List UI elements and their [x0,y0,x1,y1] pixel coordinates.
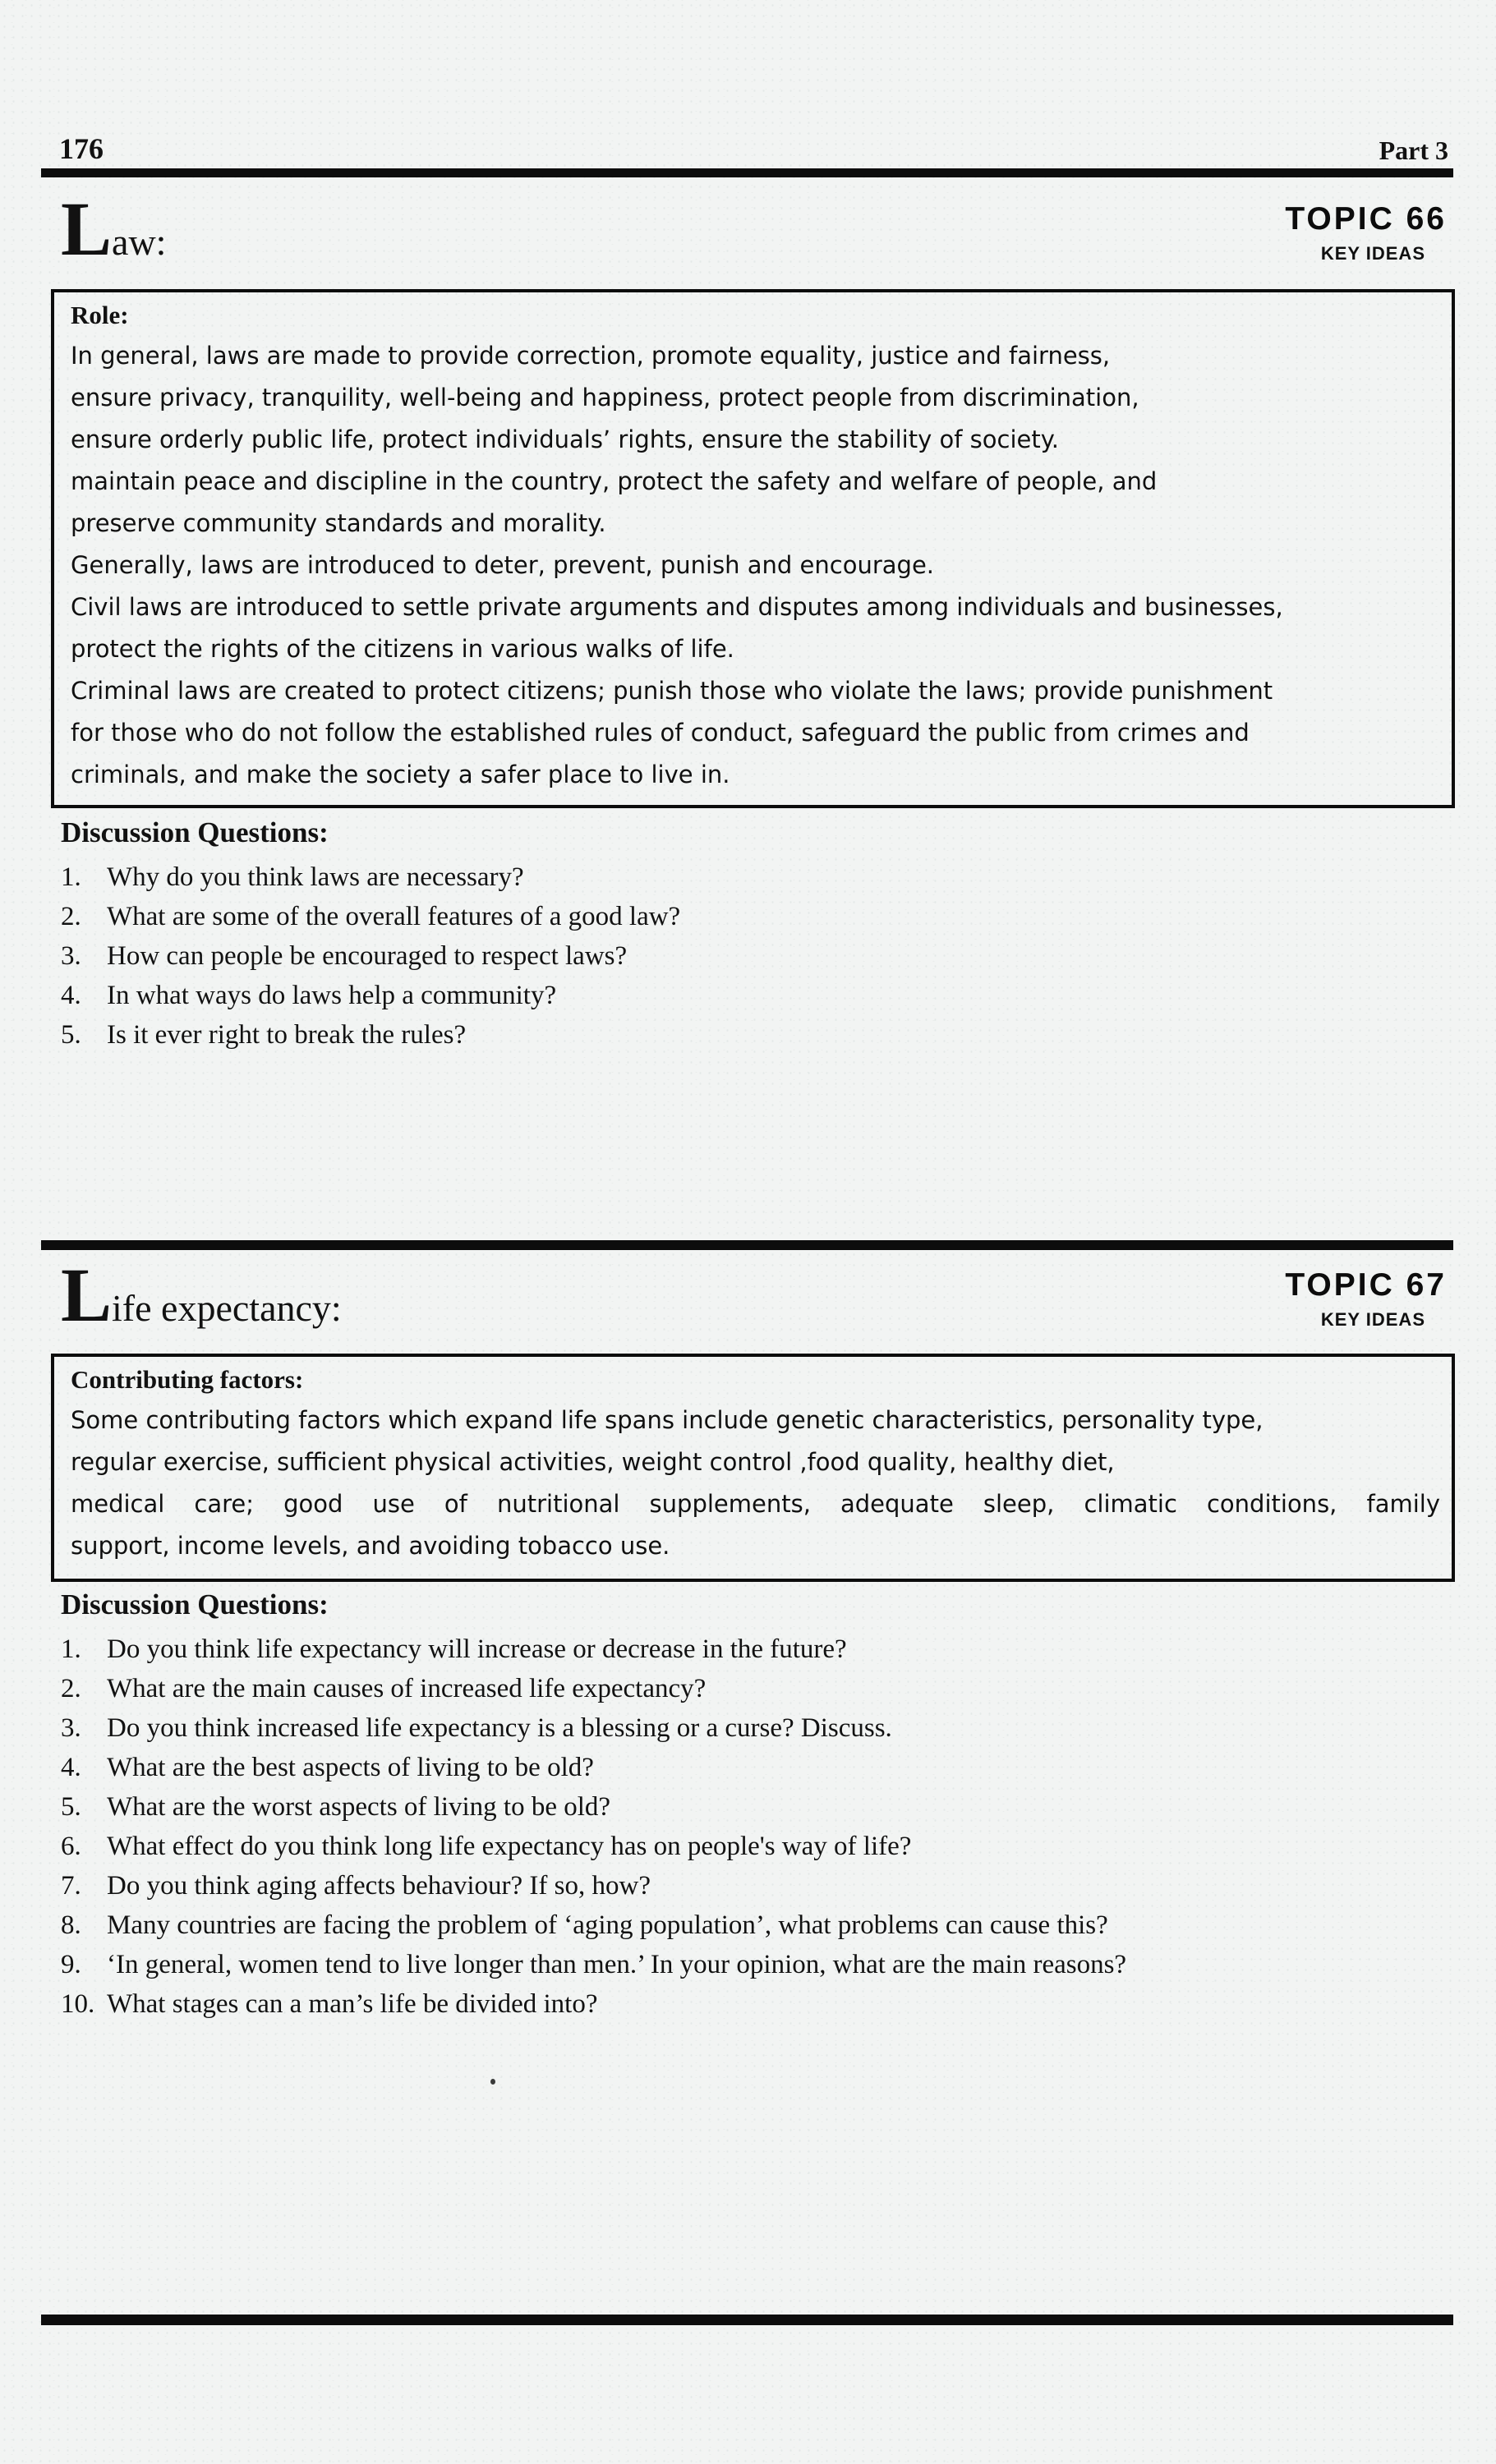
question-number: 4. [61,981,81,1010]
question-number: 2. [61,902,81,931]
question-number: 2. [61,1674,81,1703]
section1-dropcap: L [61,187,113,272]
box-line: support, income levels, and avoiding tobacco use. [71,1532,670,1560]
question-item [61,1630,1453,1669]
footer-divider-rule [41,2315,1453,2325]
box-line: In general, laws are made to provide correction, promote equality, justice and fairness, [71,342,1111,370]
question-text: Many countries are facing the problem of ‘aging population’, what problems can cause this? [107,1910,1108,1940]
question-number: 7. [61,1871,81,1901]
question-item [61,1708,1453,1748]
part-label: Part 3 [1379,136,1448,165]
section2-title [61,1253,342,1338]
question-text: In what ways do laws help a community? [107,981,557,1010]
header-divider-rule [41,168,1453,177]
question-item [61,1945,1453,1984]
box-line: Generally, laws are introduced to deter, prevent, punish and encourage. [71,551,935,579]
box-line: maintain peace and discipline in the country, protect the safety and welfare of people, and [71,467,1158,495]
question-text: How can people be encouraged to respect laws? [107,941,628,971]
question-item [61,1787,1453,1827]
question-item [61,976,1453,1015]
question-text: What stages can a man’s life be divided into? [107,1989,598,2019]
section2-discussion-heading: Discussion Questions: [61,1588,329,1620]
box-line: ensure orderly public life, protect individuals’ rights, ensure the stability of society. [71,425,1059,453]
box-line: protect the rights of the citizens in various walks of life. [71,635,734,663]
section2-dropcap: L [61,1253,113,1338]
question-number: 8. [61,1910,81,1940]
question-item [61,1905,1453,1945]
box-line: Some contributing factors which expand life spans include genetic characteristics, personality type, [71,1406,1264,1434]
box-line: for those who do not follow the established rules of conduct, safeguard the public from crimes and [71,719,1250,747]
question-number: 3. [61,941,81,971]
section2-content-box [51,1354,1455,1582]
section1-box-text [71,335,1440,796]
question-text: What are the worst aspects of living to be old? [107,1792,611,1822]
section2-key-ideas-label: KEY IDEAS [1320,1309,1425,1330]
running-header [59,131,1448,166]
question-number: 6. [61,1832,81,1861]
section2-box-text [71,1400,1440,1567]
question-number: 1. [61,862,81,892]
section1-title [61,187,167,272]
question-text: What effect do you think long life expectancy has on people's way of life? [107,1832,912,1861]
question-text: Do you think increased life expectancy is a blessing or a curse? Discuss. [107,1713,892,1743]
box-line: Criminal laws are created to protect citizens; punish those who violate the laws; provide punishment [71,677,1273,705]
section1-question-list [61,857,1453,1055]
section2-topic-block [1285,1267,1453,1331]
scan-speck-dot [490,2079,495,2085]
question-text: Is it ever right to break the rules? [107,1020,467,1050]
question-item [61,1827,1453,1866]
box-line: Civil laws are introduced to settle private arguments and disputes among individuals and businesses, [71,593,1283,621]
section2-topic-label: TOPIC 67 [1285,1267,1447,1303]
question-item [61,1984,1453,2024]
section2-question-list [61,1630,1453,2024]
section1-topic-label: TOPIC 66 [1285,201,1447,237]
question-number: 9. [61,1950,81,1979]
section1-discussion-heading: Discussion Questions: [61,816,329,848]
question-item [61,857,1453,897]
page-number: 176 [59,132,104,165]
question-number: 5. [61,1792,81,1822]
section2-title-rest: ife expectancy: [112,1287,342,1329]
section2-title-row [61,1253,1453,1338]
box-line: preserve community standards and morality. [71,509,606,537]
question-text: Do you think aging affects behaviour? If so, how? [107,1871,651,1901]
box-line: regular exercise, sufficient physical activities, weight control ,food quality, healthy diet, [71,1448,1115,1476]
box-line: criminals, and make the society a safer place to live in. [71,761,730,788]
section1-title-row [61,187,1453,272]
section-divider-rule [41,1240,1453,1250]
question-number: 10. [61,1989,95,2019]
question-item [61,1015,1453,1055]
section2-box-heading: Contributing factors: [71,1365,304,1394]
question-text: Why do you think laws are necessary? [107,862,524,892]
question-number: 4. [61,1753,81,1782]
box-line: ensure privacy, tranquility, well-being and happiness, protect people from discrimination, [71,384,1139,411]
section1-title-rest: aw: [112,221,167,263]
question-text: Do you think life expectancy will increase or decrease in the future? [107,1634,847,1664]
question-text: ‘In general, women tend to live longer than men.’ In your opinion, what are the main reasons? [107,1950,1127,1979]
box-line: medical care; good use of nutritional supplements, adequate sleep, climatic conditions, family [71,1490,1440,1518]
section2-discussion [61,1588,1453,2024]
section1-key-ideas-label: KEY IDEAS [1320,243,1425,264]
question-item [61,1866,1453,1905]
section1-content-box [51,289,1455,808]
question-number: 5. [61,1020,81,1050]
section1-discussion [61,816,1453,1055]
question-number: 1. [61,1634,81,1664]
question-item [61,936,1453,976]
question-item [61,897,1453,936]
question-text: What are some of the overall features of a good law? [107,902,681,931]
section1-topic-block [1285,201,1453,264]
question-number: 3. [61,1713,81,1743]
question-text: What are the best aspects of living to be old? [107,1753,594,1782]
question-item [61,1748,1453,1787]
question-text: What are the main causes of increased life expectancy? [107,1674,707,1703]
question-item [61,1669,1453,1708]
section1-box-heading: Role: [71,301,129,329]
